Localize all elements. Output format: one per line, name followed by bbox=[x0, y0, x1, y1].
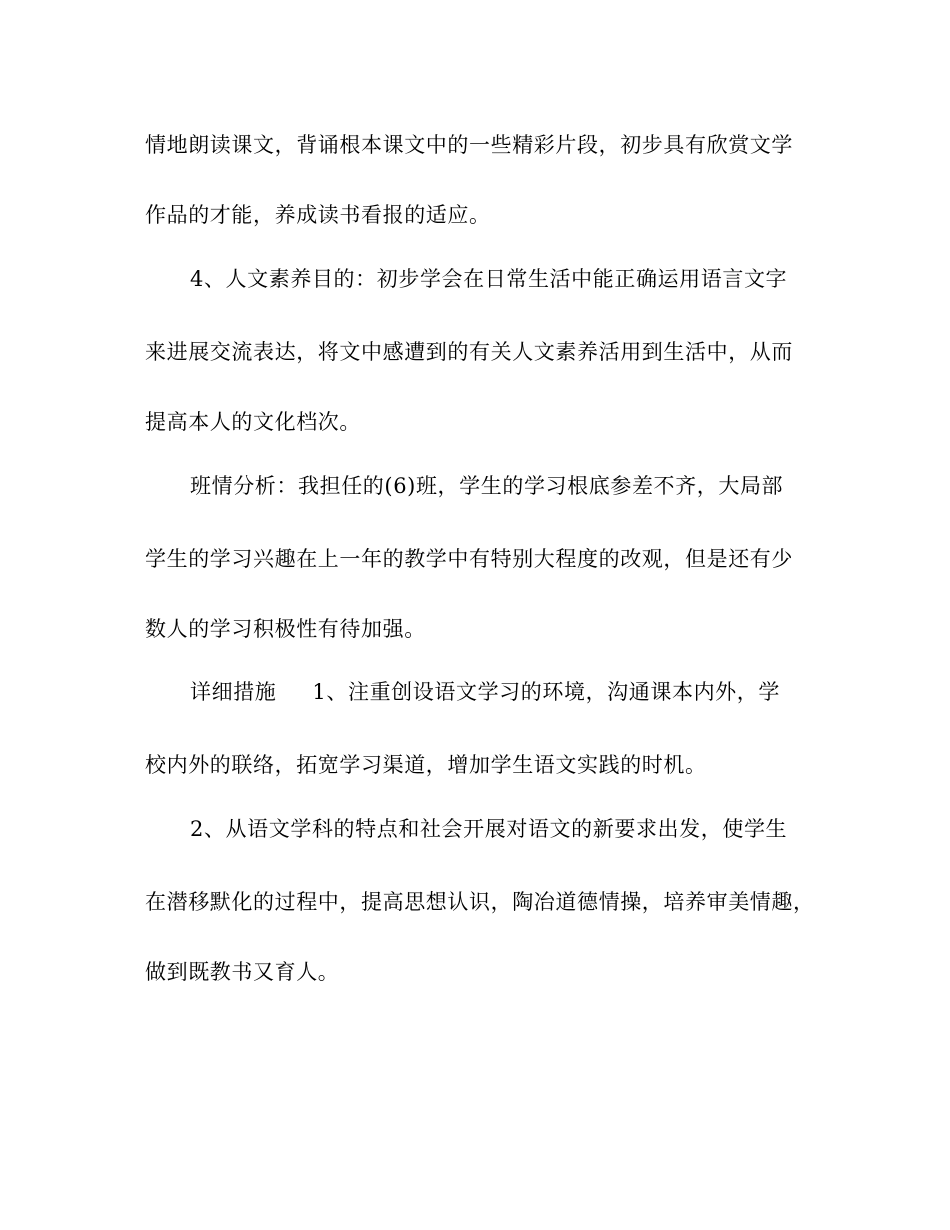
measures-item-1: 1、注重创设语文学习的环境，沟通课本内外，学 bbox=[312, 680, 780, 704]
measures-line bbox=[190, 677, 780, 707]
paragraph-line: 提高本人的文化档次。 bbox=[145, 410, 361, 434]
paragraph-line: 数人的学习积极性有待加强。 bbox=[145, 617, 426, 641]
paragraph-line: 班情分析：我担任的(6)班，学生的学习根底参差不齐，大局部 bbox=[190, 474, 784, 498]
paragraph-line: 2、从语文学科的特点和社会开展对语文的新要求出发，使学生 bbox=[190, 817, 788, 841]
paragraph-line: 在潜移默化的过程中，提高思想认识，陶冶道德情操，培养审美情趣， bbox=[145, 890, 815, 914]
paragraph-line: 做到既教书又育人。 bbox=[145, 960, 340, 984]
paragraph-line: 学生的学习兴趣在上一年的教学中有特别大程度的改观，但是还有少 bbox=[145, 547, 793, 571]
paragraph-line: 作品的才能，养成读书看报的适应。 bbox=[145, 203, 491, 227]
measures-heading: 详细措施 bbox=[190, 680, 277, 704]
paragraph-line: 来进展交流表达，将文中感遭到的有关人文素养活用到生活中，从而 bbox=[145, 340, 793, 364]
paragraph-line: 4、人文素养目的：初步学会在日常生活中能正确运用语言文字 bbox=[190, 267, 788, 291]
paragraph-line: 情地朗读课文，背诵根本课文中的一些精彩片段，初步具有欣赏文学 bbox=[145, 133, 793, 157]
paragraph-line: 校内外的联络，拓宽学习渠道，增加学生语文实践的时机。 bbox=[145, 753, 707, 777]
